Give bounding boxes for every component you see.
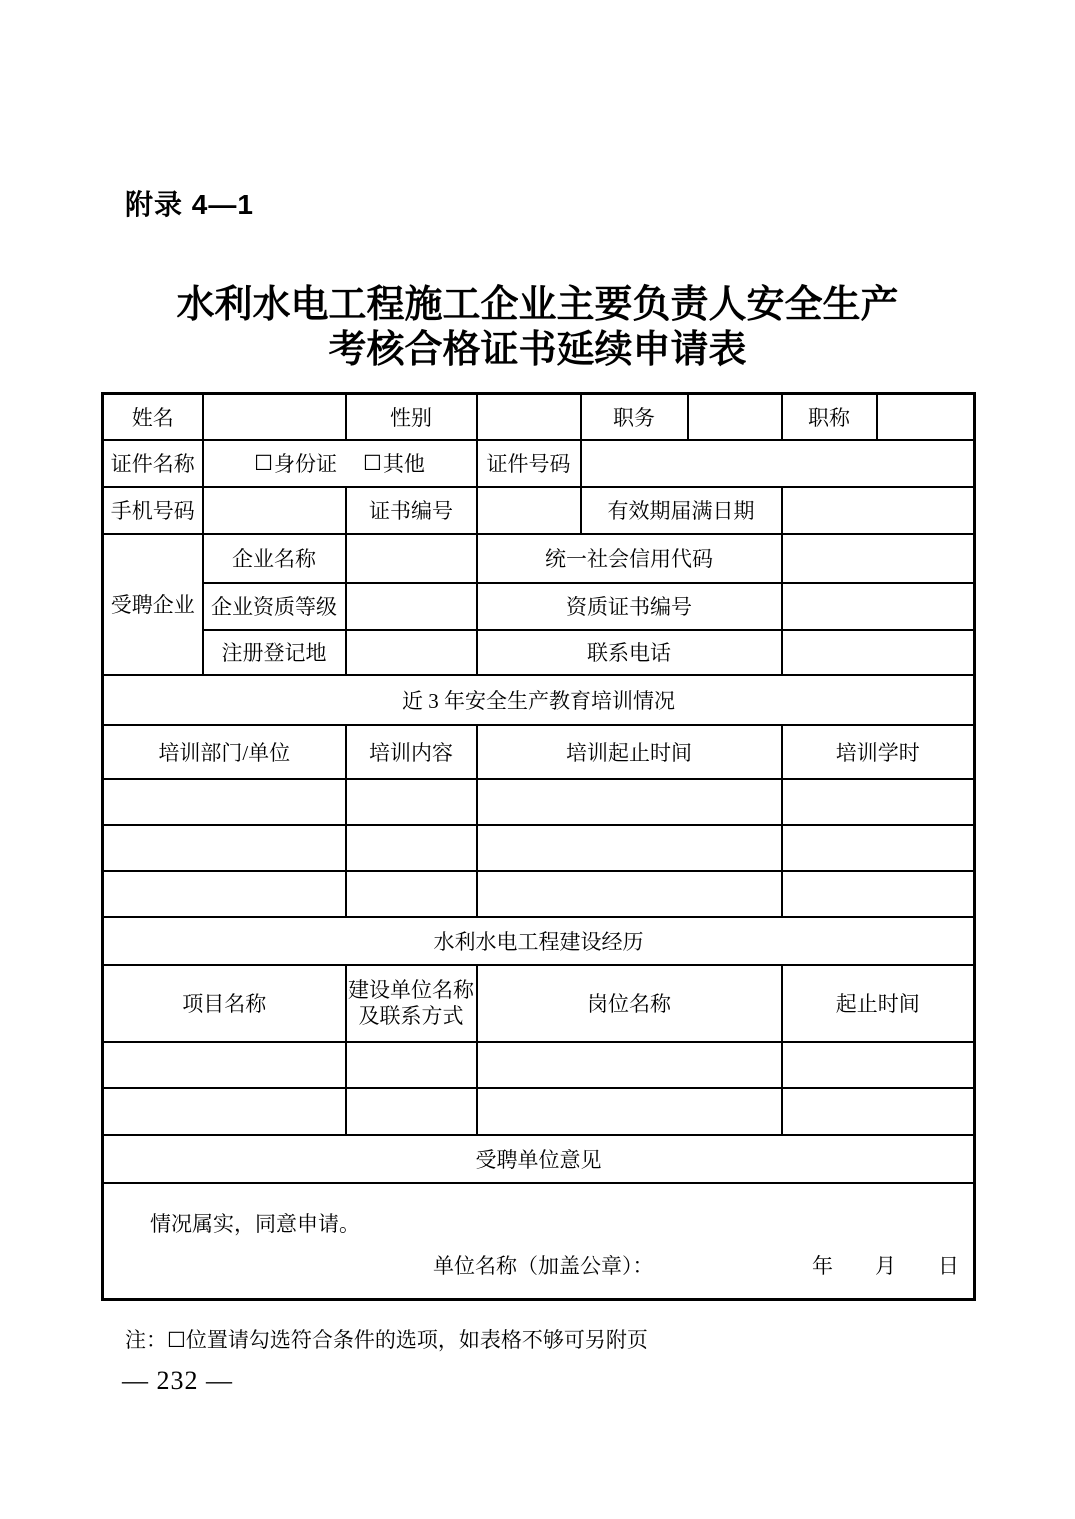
mobile-input-cell[interactable] <box>203 487 346 534</box>
table-row <box>103 725 975 779</box>
table-row <box>103 1183 975 1300</box>
other-checkbox-option[interactable] <box>363 448 425 478</box>
experience-owner-input-cell[interactable] <box>346 1042 477 1088</box>
training-content-input-cell[interactable] <box>346 825 477 871</box>
table-row <box>103 440 975 487</box>
experience-post-input-cell[interactable] <box>477 1088 782 1135</box>
experience-col-period-header: 起止时间 <box>782 965 975 1042</box>
training-dept-input-cell[interactable] <box>103 825 346 871</box>
training-hours-input-cell[interactable] <box>782 825 975 871</box>
footnote: 注：☐位置请勾选符合条件的选项，如表格不够可另附页 <box>125 1328 648 1352</box>
id-card-option-label: 身份证 <box>274 452 337 476</box>
employer-section-label-cell: 受聘企业 <box>103 534 203 675</box>
training-col-content-header: 培训内容 <box>346 725 477 779</box>
opinion-content-cell[interactable] <box>103 1183 975 1300</box>
table-row <box>103 534 975 583</box>
duty-label-cell: 职务 <box>581 394 688 440</box>
cert-name-label-cell: 证件名称 <box>103 440 203 487</box>
date-label: 年 月 日 <box>812 1253 959 1278</box>
expiry-input-cell[interactable] <box>782 487 975 534</box>
gender-input-cell[interactable] <box>477 394 581 440</box>
training-col-period-header: 培训起止时间 <box>477 725 782 779</box>
table-row <box>103 675 975 725</box>
title-label-cell: 职称 <box>782 394 877 440</box>
cert-code-input-cell[interactable] <box>477 487 581 534</box>
cert-code-label-cell: 证书编号 <box>346 487 477 534</box>
company-name-label-cell: 企业名称 <box>203 534 346 583</box>
checkbox-icon[interactable]: ☐ <box>363 450 382 475</box>
training-hours-input-cell[interactable] <box>782 871 975 917</box>
gender-label-cell: 性别 <box>346 394 477 440</box>
experience-col-project-header: 项目名称 <box>103 965 346 1042</box>
mobile-label-cell: 手机号码 <box>103 487 203 534</box>
contact-phone-label-cell: 联系电话 <box>477 630 782 675</box>
experience-post-input-cell[interactable] <box>477 1042 782 1088</box>
table-row <box>103 630 975 675</box>
table-row <box>103 487 975 534</box>
qualification-label-cell: 企业资质等级 <box>203 583 346 630</box>
qualification-input-cell[interactable] <box>346 583 477 630</box>
training-dept-input-cell[interactable] <box>103 779 346 825</box>
opinion-statement: 情况属实，同意申请。 <box>150 1211 360 1236</box>
credit-code-input-cell[interactable] <box>782 534 975 583</box>
page-number: — 232 — <box>122 1366 233 1395</box>
page-title <box>0 283 1075 373</box>
experience-project-input-cell[interactable] <box>103 1088 346 1135</box>
experience-period-input-cell[interactable] <box>782 1088 975 1135</box>
cert-number-label-cell: 证件号码 <box>477 440 581 487</box>
id-card-checkbox-option[interactable] <box>254 448 337 478</box>
qualification-cert-label-cell: 资质证书编号 <box>477 583 782 630</box>
experience-owner-input-cell[interactable] <box>346 1088 477 1135</box>
table-row <box>103 1135 975 1183</box>
duty-input-cell[interactable] <box>688 394 782 440</box>
expiry-label-cell: 有效期届满日期 <box>581 487 782 534</box>
training-content-input-cell[interactable] <box>346 779 477 825</box>
training-col-dept-header: 培训部门/单位 <box>103 725 346 779</box>
name-label-cell: 姓名 <box>103 394 203 440</box>
name-input-cell[interactable] <box>203 394 346 440</box>
training-period-input-cell[interactable] <box>477 779 782 825</box>
page-title-line1: 水利水电工程施工企业主要负责人安全生产 <box>176 284 899 326</box>
qualification-cert-input-cell[interactable] <box>782 583 975 630</box>
cert-number-input-cell[interactable] <box>581 440 975 487</box>
experience-col-owner-header: 建设单位名称及联系方式 <box>346 965 477 1042</box>
experience-period-input-cell[interactable] <box>782 1042 975 1088</box>
checkbox-icon[interactable]: ☐ <box>254 450 273 475</box>
training-period-input-cell[interactable] <box>477 825 782 871</box>
training-hours-input-cell[interactable] <box>782 779 975 825</box>
experience-project-input-cell[interactable] <box>103 1042 346 1088</box>
training-section-header-cell: 近 3 年安全生产教育培训情况 <box>103 675 975 725</box>
table-row <box>103 394 975 440</box>
training-empty-row <box>103 779 975 825</box>
training-empty-row <box>103 871 975 917</box>
title-input-cell[interactable] <box>877 394 975 440</box>
training-dept-input-cell[interactable] <box>103 871 346 917</box>
other-option-label: 其他 <box>382 452 425 476</box>
training-col-hours-header: 培训学时 <box>782 725 975 779</box>
experience-col-post-header: 岗位名称 <box>477 965 782 1042</box>
credit-code-label-cell: 统一社会信用代码 <box>477 534 782 583</box>
cert-type-options-cell <box>203 440 477 487</box>
registration-input-cell[interactable] <box>346 630 477 675</box>
experience-empty-row <box>103 1042 975 1088</box>
table-row <box>103 583 975 630</box>
application-form-table <box>101 392 976 1301</box>
training-period-input-cell[interactable] <box>477 871 782 917</box>
experience-empty-row <box>103 1088 975 1135</box>
training-empty-row <box>103 825 975 871</box>
contact-phone-input-cell[interactable] <box>782 630 975 675</box>
company-name-input-cell[interactable] <box>346 534 477 583</box>
registration-label-cell: 注册登记地 <box>203 630 346 675</box>
table-row <box>103 965 975 1042</box>
page-title-line2: 考核合格证书延续申请表 <box>328 329 747 371</box>
table-row <box>103 917 975 965</box>
appendix-label: 附录 4—1 <box>125 189 254 220</box>
seal-label: 单位名称（加盖公章）： <box>433 1253 654 1278</box>
training-content-input-cell[interactable] <box>346 871 477 917</box>
experience-section-header-cell: 水利水电工程建设经历 <box>103 917 975 965</box>
opinion-section-header-cell: 受聘单位意见 <box>103 1135 975 1183</box>
